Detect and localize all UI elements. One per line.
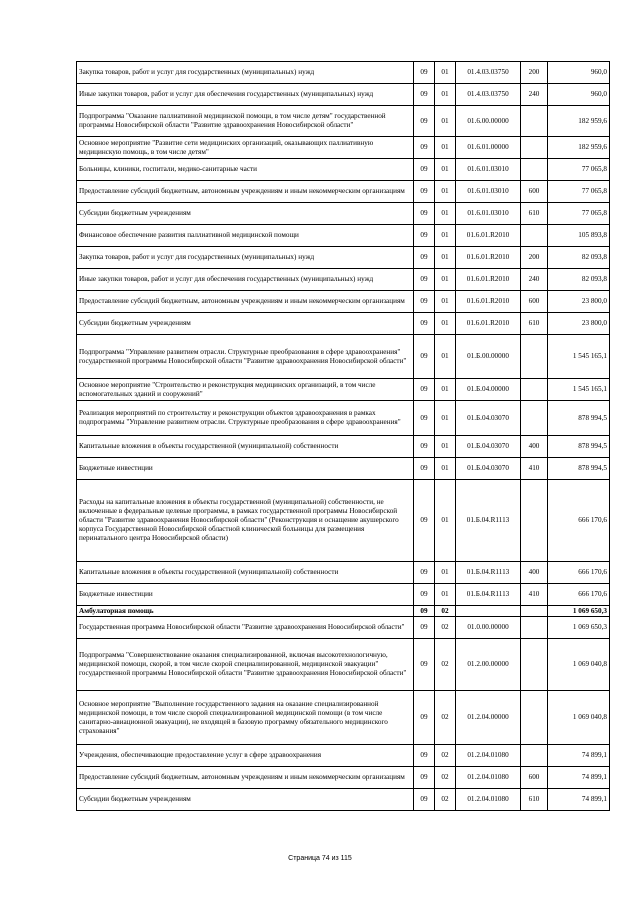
- row-section-code: 09: [414, 313, 435, 335]
- row-target-article: 01.4.03.03750: [456, 62, 521, 84]
- budget-table-body: [77, 62, 610, 811]
- row-name: Предоставление субсидий бюджетным, автономным учреждениям и иным некоммерческим организациям: [77, 291, 414, 313]
- table-row: [77, 181, 610, 203]
- row-expense-type: 610: [521, 789, 548, 811]
- row-amount: 960,0: [548, 84, 610, 106]
- row-expense-type: [521, 225, 548, 247]
- row-target-article: 01.2.04.01080: [456, 745, 521, 767]
- row-target-article: 01.6.01.R2010: [456, 247, 521, 269]
- row-name: Капитальные вложения в объекты государственной (муниципальной) собственности: [77, 436, 414, 458]
- row-name: Закупка товаров, работ и услуг для государственных (муниципальных) нужд: [77, 247, 414, 269]
- table-row: [77, 767, 610, 789]
- row-section-code: 09: [414, 269, 435, 291]
- row-subsection-code: 02: [435, 606, 456, 617]
- row-section-code: 09: [414, 203, 435, 225]
- row-target-article: 01.6.01.00000: [456, 137, 521, 159]
- row-target-article: 01.6.01.R2010: [456, 225, 521, 247]
- row-name: Учреждения, обеспечивающие предоставление услуг в сфере здравоохранения: [77, 745, 414, 767]
- row-name: Подпрограмма "Управление развитием отрасли. Структурные преобразования в сфере здравоохранения" государственной программы Новосибирской области "Развитие здравоохранения Новосибирской области": [77, 335, 414, 379]
- row-expense-type: 240: [521, 269, 548, 291]
- row-expense-type: [521, 401, 548, 436]
- row-subsection-code: 02: [435, 639, 456, 691]
- row-section-code: 09: [414, 181, 435, 203]
- row-subsection-code: 01: [435, 480, 456, 562]
- row-section-code: 09: [414, 436, 435, 458]
- row-amount: 74 899,1: [548, 789, 610, 811]
- row-target-article: 01.Б.04.R1113: [456, 562, 521, 584]
- row-target-article: 01.Б.04.03070: [456, 458, 521, 480]
- row-expense-type: [521, 379, 548, 401]
- row-expense-type: [521, 745, 548, 767]
- budget-table: [76, 61, 610, 811]
- table-row: [77, 247, 610, 269]
- row-name: Основное мероприятие "Развитие сети медицинских организаций, оказывающих паллиативную медицинскую помощь, в том числе детям": [77, 137, 414, 159]
- row-target-article: 01.Б.04.R1113: [456, 480, 521, 562]
- row-amount: 1 545 165,1: [548, 379, 610, 401]
- row-name: Реализация мероприятий по строительству и реконструкции объектов здравоохранения в рамках подпрограммы "Управление развитием отрасли. Структурные преобразования в сфере здравоохранения": [77, 401, 414, 436]
- table-row: [77, 562, 610, 584]
- table-row: [77, 379, 610, 401]
- row-subsection-code: 01: [435, 269, 456, 291]
- table-row: [77, 106, 610, 137]
- row-target-article: 01.2.04.01080: [456, 767, 521, 789]
- row-target-article: 01.Б.04.R1113: [456, 584, 521, 606]
- row-section-code: 09: [414, 745, 435, 767]
- row-amount: 182 959,6: [548, 137, 610, 159]
- row-name: Капитальные вложения в объекты государственной (муниципальной) собственности: [77, 562, 414, 584]
- row-name: Расходы на капитальные вложения в объекты государственной (муниципальной) собственности, не включенные в федеральные целевые программы, в рамках государственной программы Новосибирской области "Развитие здравоохранения Новосибирской области" (Реконструкция и оснащение акушерского корпуса Государственной Новосибирской областной клинической больницы для размещения перинатального центра Новосибирской области): [77, 480, 414, 562]
- row-amount: 666 170,6: [548, 584, 610, 606]
- table-row: [77, 137, 610, 159]
- page-number: Страница 74 из 115: [288, 855, 352, 862]
- row-expense-type: 200: [521, 247, 548, 269]
- row-name: Субсидии бюджетным учреждениям: [77, 313, 414, 335]
- row-section-code: 09: [414, 159, 435, 181]
- row-section-code: 09: [414, 379, 435, 401]
- row-expense-type: [521, 480, 548, 562]
- row-target-article: 01.6.01.R2010: [456, 269, 521, 291]
- row-name: Бюджетные инвестиции: [77, 584, 414, 606]
- row-amount: 74 899,1: [548, 745, 610, 767]
- row-name: Подпрограмма "Оказание паллиативной медицинской помощи, в том числе детям" государственной программы Новосибирской области "Развитие здравоохранения Новосибирской области": [77, 106, 414, 137]
- row-amount: 1 069 650,3: [548, 617, 610, 639]
- row-section-code: 09: [414, 691, 435, 745]
- row-expense-type: [521, 606, 548, 617]
- row-subsection-code: 02: [435, 767, 456, 789]
- table-row: [77, 458, 610, 480]
- row-amount: 77 065,8: [548, 181, 610, 203]
- row-expense-type: [521, 335, 548, 379]
- row-target-article: 01.6.01.R2010: [456, 313, 521, 335]
- row-target-article: 01.Б.00.00000: [456, 335, 521, 379]
- row-section-code: 09: [414, 789, 435, 811]
- row-subsection-code: 02: [435, 745, 456, 767]
- table-row: [77, 745, 610, 767]
- row-target-article: 01.Б.04.03070: [456, 401, 521, 436]
- row-section-code: 09: [414, 137, 435, 159]
- row-amount: 182 959,6: [548, 106, 610, 137]
- row-section-code: 09: [414, 106, 435, 137]
- row-name: Предоставление субсидий бюджетным, автономным учреждениям и иным некоммерческим организациям: [77, 181, 414, 203]
- row-subsection-code: 02: [435, 617, 456, 639]
- table-row: [77, 639, 610, 691]
- row-target-article: 01.6.01.03010: [456, 203, 521, 225]
- row-name: Основное мероприятие "Выполнение государственного задания на оказание специализированной медицинской помощи, в том числе скорой специализированной медицинской помощи (в том числе санитарно-авиационной эвакуации), не входящей в базовую программу обязательного медицинского страхования": [77, 691, 414, 745]
- row-amount: 878 994,5: [548, 401, 610, 436]
- table-row: [77, 606, 610, 617]
- row-section-code: 09: [414, 62, 435, 84]
- row-subsection-code: 01: [435, 159, 456, 181]
- row-target-article: 01.6.00.00000: [456, 106, 521, 137]
- table-row: [77, 617, 610, 639]
- row-subsection-code: 01: [435, 379, 456, 401]
- row-subsection-code: 01: [435, 562, 456, 584]
- row-target-article: 01.2.04.00000: [456, 691, 521, 745]
- row-subsection-code: 01: [435, 203, 456, 225]
- row-target-article: 01.2.00.00000: [456, 639, 521, 691]
- row-name: Иные закупки товаров, работ и услуг для обеспечения государственных (муниципальных) нужд: [77, 84, 414, 106]
- row-amount: 23 800,0: [548, 291, 610, 313]
- table-row: [77, 691, 610, 745]
- row-amount: 1 545 165,1: [548, 335, 610, 379]
- table-row: [77, 203, 610, 225]
- row-expense-type: [521, 137, 548, 159]
- row-target-article: 01.6.01.03010: [456, 159, 521, 181]
- row-section-code: 09: [414, 247, 435, 269]
- row-expense-type: 610: [521, 313, 548, 335]
- row-expense-type: 600: [521, 291, 548, 313]
- row-expense-type: 200: [521, 62, 548, 84]
- row-subsection-code: 01: [435, 436, 456, 458]
- table-row: [77, 225, 610, 247]
- row-amount: 878 994,5: [548, 436, 610, 458]
- table-row: [77, 291, 610, 313]
- row-subsection-code: 01: [435, 247, 456, 269]
- row-expense-type: [521, 691, 548, 745]
- row-amount: 666 170,6: [548, 562, 610, 584]
- row-amount: 666 170,6: [548, 480, 610, 562]
- row-name: Больницы, клиники, госпитали, медико-санитарные части: [77, 159, 414, 181]
- row-name: Субсидии бюджетным учреждениям: [77, 789, 414, 811]
- row-target-article: 01.6.01.03010: [456, 181, 521, 203]
- row-subsection-code: 01: [435, 291, 456, 313]
- row-amount: 105 893,8: [548, 225, 610, 247]
- row-name: Основное мероприятие "Строительство и реконструкция медицинских организаций, в том числе вспомогательных зданий и сооружений": [77, 379, 414, 401]
- row-amount: 77 065,8: [548, 159, 610, 181]
- row-name: Иные закупки товаров, работ и услуг для обеспечения государственных (муниципальных) нужд: [77, 269, 414, 291]
- row-amount: 82 093,8: [548, 247, 610, 269]
- row-expense-type: 610: [521, 203, 548, 225]
- row-section-code: 09: [414, 606, 435, 617]
- row-expense-type: [521, 639, 548, 691]
- row-expense-type: 410: [521, 584, 548, 606]
- row-section-code: 09: [414, 617, 435, 639]
- row-subsection-code: 01: [435, 458, 456, 480]
- row-amount: 82 093,8: [548, 269, 610, 291]
- row-amount: 878 994,5: [548, 458, 610, 480]
- table-row: [77, 335, 610, 379]
- row-target-article: 01.4.03.03750: [456, 84, 521, 106]
- row-subsection-code: 01: [435, 181, 456, 203]
- table-row: [77, 313, 610, 335]
- table-row: [77, 480, 610, 562]
- row-expense-type: 600: [521, 181, 548, 203]
- row-name: Предоставление субсидий бюджетным, автономным учреждениям и иным некоммерческим организациям: [77, 767, 414, 789]
- table-row: [77, 159, 610, 181]
- row-name: Закупка товаров, работ и услуг для государственных (муниципальных) нужд: [77, 62, 414, 84]
- row-expense-type: [521, 159, 548, 181]
- row-subsection-code: 01: [435, 313, 456, 335]
- row-section-code: 09: [414, 401, 435, 436]
- row-target-article: 01.6.01.R2010: [456, 291, 521, 313]
- row-expense-type: 400: [521, 562, 548, 584]
- row-name: Амбулаторная помощь: [77, 606, 414, 617]
- row-target-article: 01.Б.04.03070: [456, 436, 521, 458]
- row-expense-type: [521, 617, 548, 639]
- row-expense-type: 240: [521, 84, 548, 106]
- table-row: [77, 436, 610, 458]
- row-subsection-code: 01: [435, 84, 456, 106]
- table-row: [77, 62, 610, 84]
- row-target-article: 01.Б.04.00000: [456, 379, 521, 401]
- row-amount: 1 069 040,8: [548, 691, 610, 745]
- row-name: Государственная программа Новосибирской области "Развитие здравоохранения Новосибирской области": [77, 617, 414, 639]
- row-subsection-code: 01: [435, 106, 456, 137]
- table-row: [77, 269, 610, 291]
- row-section-code: 09: [414, 458, 435, 480]
- row-section-code: 09: [414, 639, 435, 691]
- row-section-code: 09: [414, 562, 435, 584]
- table-row: [77, 789, 610, 811]
- row-subsection-code: 02: [435, 789, 456, 811]
- row-expense-type: [521, 106, 548, 137]
- row-subsection-code: 02: [435, 691, 456, 745]
- row-section-code: 09: [414, 480, 435, 562]
- row-amount: 960,0: [548, 62, 610, 84]
- row-target-article: 01.0.00.00000: [456, 617, 521, 639]
- row-expense-type: 410: [521, 458, 548, 480]
- row-subsection-code: 01: [435, 335, 456, 379]
- row-section-code: 09: [414, 291, 435, 313]
- row-expense-type: 400: [521, 436, 548, 458]
- table-row: [77, 84, 610, 106]
- row-section-code: 09: [414, 225, 435, 247]
- row-section-code: 09: [414, 584, 435, 606]
- row-amount: 77 065,8: [548, 203, 610, 225]
- row-amount: 1 069 040,8: [548, 639, 610, 691]
- row-expense-type: 600: [521, 767, 548, 789]
- row-subsection-code: 01: [435, 225, 456, 247]
- row-section-code: 09: [414, 84, 435, 106]
- row-name: Подпрограмма "Совершенствование оказания специализированной, включая высокотехнологичную, медицинской помощи, скорой, в том числе скорой специализированной, медицинской эвакуации" государственной программы Новосибирской области "Развитие здравоохранения Новосибирской области": [77, 639, 414, 691]
- row-amount: 23 800,0: [548, 313, 610, 335]
- row-section-code: 09: [414, 767, 435, 789]
- row-target-article: [456, 606, 521, 617]
- row-subsection-code: 01: [435, 137, 456, 159]
- row-subsection-code: 01: [435, 584, 456, 606]
- table-row: [77, 584, 610, 606]
- row-name: Бюджетные инвестиции: [77, 458, 414, 480]
- row-name: Финансовое обеспечение развития паллиативной медицинской помощи: [77, 225, 414, 247]
- row-subsection-code: 01: [435, 401, 456, 436]
- row-amount: 74 899,1: [548, 767, 610, 789]
- table-row: [77, 401, 610, 436]
- row-name: Субсидии бюджетным учреждениям: [77, 203, 414, 225]
- row-section-code: 09: [414, 335, 435, 379]
- row-amount: 1 069 650,3: [548, 606, 610, 617]
- row-subsection-code: 01: [435, 62, 456, 84]
- row-target-article: 01.2.04.01080: [456, 789, 521, 811]
